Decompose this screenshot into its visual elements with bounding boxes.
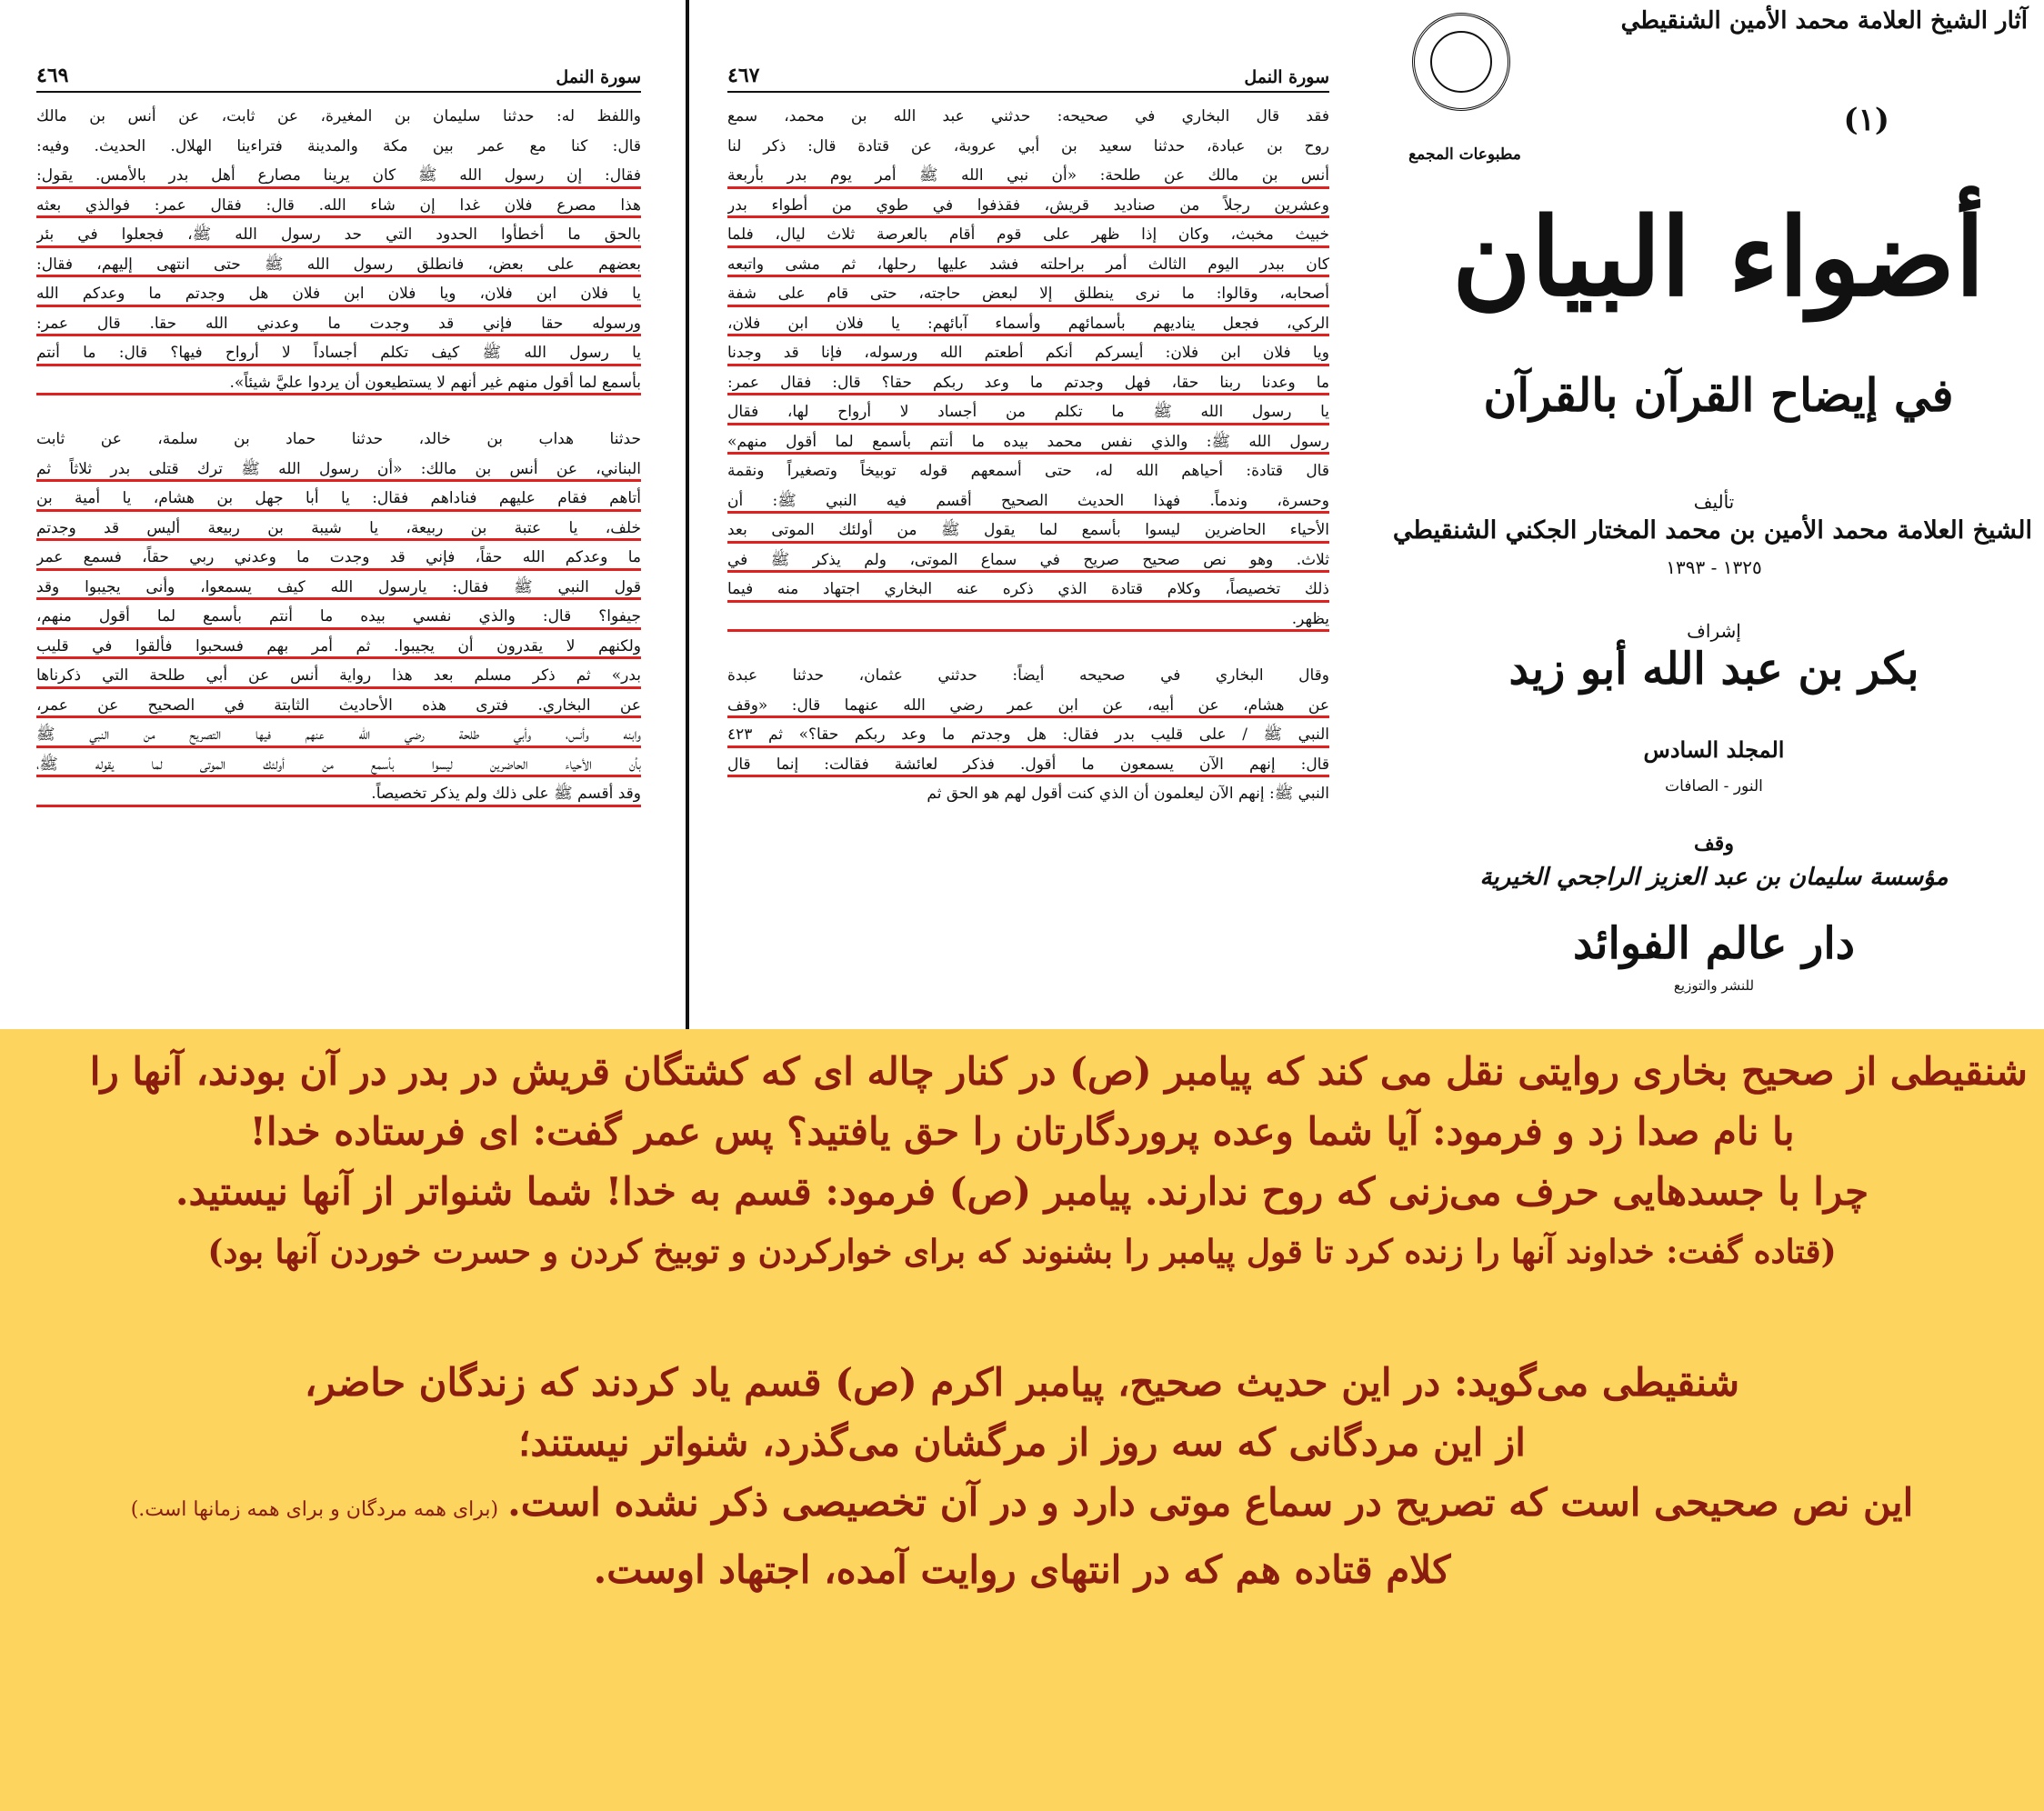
text-line: وقال البخاري في صحيحه أيضاً: حدثني عثمان، حدثنا عبدة: [727, 666, 1329, 685]
text-line: حدثنا هداب بن خالد، حدثنا حماد بن سلمة، عن ثابت: [36, 430, 641, 448]
underlined-text-line: يا فلان ابن فلان، ويا فلان ابن فلان هل وجدتم ما وعدكم الله: [36, 279, 641, 309]
underlined-text-line: ولكنهم لا يقدرون أن يجيبوا. ثم أمر بهم فسحبوا فألقوا في قليب: [36, 632, 641, 662]
text-line: روح بن عبادة، حدثنا سعيد بن أبي عروبة، عن قتادة قال: ذكر لنا: [727, 136, 1329, 155]
seal-caption: مطبوعات المجمع: [1408, 145, 1521, 164]
underlined-text-line: بأسمع لما أقول منهم غير أنهم لا يستطيعون أن يردوا عليَّ شيئاً».: [36, 368, 641, 398]
author-label: تأليف: [1693, 491, 1735, 513]
underlined-text-line: ذلك تخصيصاً، وكلام قتادة الذي ذكره عنه البخاري اجتهاد منه فيما: [727, 575, 1329, 605]
endowment-name: مؤسسة سليمان بن عبد العزيز الراجحي الخيرية: [1479, 864, 1949, 891]
text-line: قال: كنا مع عمر بين مكة والمدينة فتراءينا الهلال. الحديث. وفيه:: [36, 136, 641, 155]
translation-panel: [0, 1029, 2044, 1811]
underlined-text-line: أتاهم فقام عليهم فناداهم فقال: يا أبا جهل بن هشام، يا أمية بن: [36, 484, 641, 514]
underlined-text-line: خبيث مخبث، وكان إذا ظهر على قوم أقام بالعرصة ثلاث ليال، فلما: [727, 220, 1329, 250]
translation-line: از این مردگانی که سه روز از مرگشان می‌گذرد، شنواتر نیستند؛: [518, 1420, 1526, 1465]
translation-line-qatada: (قتاده گفت: خداوند آنها را زنده کرد تا قول پیامبر را بشنوند که برای خوارکردن و توبیخ کردن و حسرت خوردن آنها بود): [207, 1233, 1837, 1271]
underlined-text-line: ما وعدكم الله حقاً، فإني قد وجدت ما وعدني ربي حقاً، فسمع عمر: [36, 543, 641, 573]
underlined-text-line: ما وعدنا ربنا حقا، فهل وجدتم ما وعد ربكم حقا؟ قال: فقال عمر:: [727, 368, 1329, 398]
underlined-text-line: وعشرين رجلاً من صناديد قريش، فقذفوا في طوي من أطواء بدر: [727, 191, 1329, 221]
underlined-text-line: رسول الله ﷺ: والذي نفس محمد بيده ما أنتم بأسمع لما أقول منهم»: [727, 427, 1329, 457]
underlined-text-line: جيفوا؟ قال: والذي نفسي بيده ما أنتم بأسمع لما أقول منهم،: [36, 602, 641, 632]
volume-range: النور - الصافات: [1665, 777, 1763, 795]
publisher-name: دار عالم الفوائد: [1572, 918, 1856, 969]
underlined-text-line: بعضهم على بعض، فانطلق رسول الله ﷺ حتى انتهى إليهم، فقال:: [36, 250, 641, 280]
underlined-text-line: خلف، يا عتبة بن ربيعة، يا شيبة بن ربيعة أليس قد وجدتم: [36, 514, 641, 544]
underlined-text-line: بدر» ثم ذكر مسلم بعد هذا رواية أنس عن أبي طلحة التي ذكرناها: [36, 661, 641, 691]
author-dates: ١٣٢٥ - ١٣٩٣: [1666, 556, 1762, 578]
underlined-text-line: وحسرة، وندماً. فهذا الحديث الصحيح أقسم فيه النبي ﷺ: أن: [727, 486, 1329, 516]
surah-name: سورة النمل: [1244, 67, 1329, 87]
book-page-467: [691, 0, 1375, 1029]
underlined-text-line: قال: إنهم الآن يسمعون ما أقول. فذكر لعائشة فقالت: إنما قال: [727, 750, 1329, 780]
volume-number: (١): [1843, 102, 1889, 138]
underlined-text-line: ثلاث. وهو نص صحيح صريح في سماع الموتى، ولم يذكر ﷺ في: [727, 545, 1329, 575]
author-name: الشيخ العلامة محمد الأمين بن محمد المختار الجكني الشنقيطي: [1392, 516, 2032, 545]
surah-name: سورة النمل: [556, 67, 641, 87]
underlined-text-line: فقال: إن رسول الله ﷺ كان يرينا مصارع أهل بدر بالأمس. يقول:: [36, 161, 641, 191]
page-header: [36, 64, 641, 93]
underlined-text-line: هذا مصرع فلان غدا إن شاء الله. قال: فقال عمر: فوالذي بعثه: [36, 191, 641, 221]
translation-line: با نام صدا زد و فرمود: آیا شما وعده پروردگارتان را حق یافتید؟ پس عمر گفت: ای فرستاده خدا!: [249, 1109, 1795, 1154]
underlined-text-line: يا رسول الله ﷺ ما تكلم من أجساد لا أرواح لها، فقال: [727, 397, 1329, 427]
translation-line: شنقيطی از صحیح بخاری روایتی نقل می کند که پیامبر (ص) در کنار چاله ای که کشتگان قریش در بدر در آن بودند، آنها را: [89, 1049, 2028, 1094]
page-divider: [686, 0, 689, 1029]
paragraph-gap: [36, 397, 641, 425]
page-body: [727, 102, 1329, 809]
underlined-text-line: الركي، فجعل يناديهم بأسمائهم وأسماء آبائهم: يا فلان ابن فلان،: [727, 309, 1329, 339]
underlined-text-line: أصحابه، وقالوا: ما نرى ينطلق إلا لبعض حاجته، حتى قام على شفة: [727, 279, 1329, 309]
series-title: آثار الشيخ العلامة محمد الأمين الشنقيطي: [1620, 7, 2028, 35]
paragraph-gap: [727, 634, 1329, 661]
translation-line: [0, 1473, 2044, 1540]
text-line: واللفظ له: حدثنا سليمان بن المغيرة، عن ثابت، عن أنس بن مالك: [36, 107, 641, 125]
underlined-text-line: يا رسول الله ﷺ كيف تكلم أجساداً لا أرواح فيها؟ قال: ما أنتم: [36, 338, 641, 368]
translation-line: شنقیطی می‌گوید: در این حدیث صحیح، پیامبر اکرم (ص) قسم یاد کردند که زندگان حاضر،: [304, 1360, 1740, 1405]
underlined-text-line: يظهر.: [727, 605, 1329, 635]
book-page-469: [0, 0, 686, 1029]
text-line: النبي ﷺ: إنهم الآن ليعلمون أن الذي كنت أقول لهم هو الحق ثم: [927, 785, 1329, 803]
page-header: [727, 64, 1329, 93]
supervisor-name: بكر بن عبد الله أبو زيد: [1508, 644, 1919, 695]
page-number: ٤٦٩: [36, 64, 69, 87]
underlined-text-line: ورسوله حقا فإني قد وجدت ما وعدني الله حقا. قال عمر:: [36, 309, 641, 339]
underlined-text-line: قول النبي ﷺ فقال: يارسول الله كيف يسمعوا، وأنى يجيبوا وقد: [36, 573, 641, 603]
translation-text: این نص صحیحی است که تصریح در سماع موتی دارد و در آن تخصیصی ذکر نشده است.: [507, 1480, 1914, 1525]
text-line: فقد قال البخاري في صحيحه: حدثني عبد الله بن محمد، سمع: [727, 107, 1329, 125]
underlined-text-line: ويا فلان ابن فلان: أيسركم أنكم أطعتم الله ورسوله، فإنا قد وجدنا: [727, 338, 1329, 368]
underlined-text-line: البناني، عن أنس بن مالك: «أن رسول الله ﷺ ترك قتلى بدر ثلاثاً ثم: [36, 455, 641, 485]
translation-line: کلام قتاده هم که در انتهای روایت آمده، اجتهاد اوست.: [593, 1547, 1451, 1592]
underlined-text-line: عن البخاري. فترى هذه الأحاديث الثابتة في الصحيح عن عمر،: [36, 691, 641, 721]
underlined-text-line: الأحياء الحاضرين ليسوا بأسمع لما يقول ﷺ من أولئك الموتى بعد: [727, 515, 1329, 545]
page-body: [36, 102, 641, 809]
book-title: أضواء البيان: [1452, 194, 1985, 320]
underlined-text-line: بأن الأحياء الحاضرين ليسوا بأسمع من أولئك الموتى لما يقوله ﷺ،: [36, 750, 641, 780]
book-cover: [1378, 0, 2044, 1029]
page-number: ٤٦٧: [727, 64, 760, 87]
translation-note: (برای همه مردگان و برای همه زمانها است.): [130, 1498, 499, 1521]
underlined-text-line: كان ببدر اليوم الثالث أمر براحلته فشد عليها رحلها، ثم مشى واتبعه: [727, 250, 1329, 280]
academy-seal-icon: [1412, 13, 1510, 111]
underlined-text-line: النبي ﷺ / على قليب بدر فقال: هل وجدتم ما وعد ربكم حقا؟» ثم ٤٢٣: [727, 720, 1329, 750]
underlined-text-line: أنس بن مالك عن طلحة: «أن نبي الله ﷺ أمر يوم بدر بأربعة: [727, 161, 1329, 191]
endowment-label: وقف: [1694, 832, 1734, 855]
translation-line: چرا با جسدهایی حرف می‌زنی که روح ندارند. پیامبر (ص) فرمود: قسم به خدا! شما شنواتر از آنها نیستید.: [175, 1169, 1869, 1214]
text-line: قال قتادة: أحياهم الله له، حتى أسمعهم قوله توبيخاً وتصغيراً ونقمة: [727, 462, 1329, 480]
publisher-subtitle: للنشر والتوزيع: [1673, 977, 1755, 994]
book-subtitle: في إيضاح القرآن بالقرآن: [1483, 368, 1954, 422]
underlined-text-line: عن هشام، عن أبيه، عن ابن عمر رضي الله عنهما قال: «وقف: [727, 691, 1329, 721]
supervision-label: إشراف: [1687, 620, 1741, 642]
underlined-text-line: وقد أقسم ﷺ على ذلك ولم يذكر تخصيصاً.: [36, 779, 641, 809]
underlined-text-line: وابنه وأنس، وأبي طلحة رضي الله عنهم فيها التصريح من النبي ﷺ: [36, 720, 641, 750]
volume-label: المجلد السادس: [1643, 736, 1785, 763]
underlined-text-line: بالحق ما أخطأوا الحدود التي حد رسول الله ﷺ، فجعلوا في بئر: [36, 220, 641, 250]
